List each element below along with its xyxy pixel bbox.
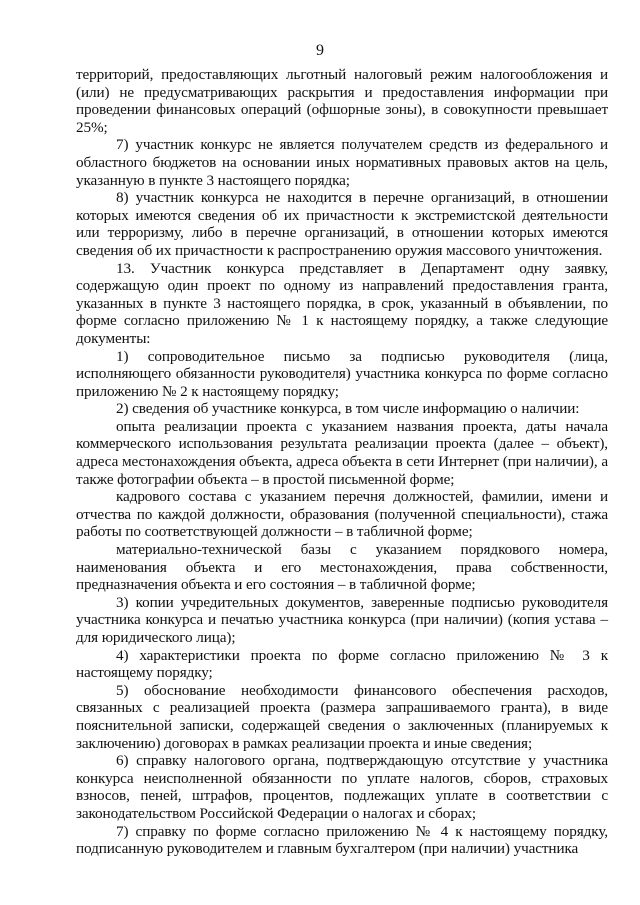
paragraph-item-7: 7) участник конкурс не является получателем средств из федерального и областного бюджетов на основании иных нормативных правовых актов на цель, указанную в пункте 3 настоящего порядка;	[76, 136, 608, 189]
paragraph-experience: опыта реализации проекта с указанием названия проекта, даты начала коммерческого использования результата реализации проекта (далее – объект), адреса местонахождения объекта, адреса объекта в сети Интернет (при наличии), а также фотографии объекта – в простой письменной форме;	[76, 417, 608, 488]
paragraph-doc-7: 7) справку по форме согласно приложению № 4 к настоящему порядку, подписанную руководителем и главным бухгалтером (при наличии) участника	[76, 822, 608, 858]
document-body	[76, 66, 608, 858]
page-number: 9	[316, 42, 324, 59]
paragraph-section-13: 13. Участник конкурса представляет в Департамент одну заявку, содержащую один проект по одному из направлений предоставления гранта, указанных в пункте 3 настоящего порядка, в срок, указанный в объявлении, по форме согласно приложению № 1 к настоящему порядку, а также следующие документы:	[76, 259, 608, 347]
paragraph-item-8: 8) участник конкурса не находится в перечне организаций, в отношении которых имеются сведения об их причастности к экстремистской деятельности или терроризму, либо в перечне организаций, в отношении которых имеются сведения об их причастности к распространению оружия массового уничтожения.	[76, 189, 608, 259]
paragraph-continuation: территорий, предоставляющих льготный налоговый режим налогообложения и (или) не предусматривающих раскрытия и предоставления информации при проведении финансовых операций (офшорные зоны), в совокупности превышает 25%;	[76, 66, 608, 136]
paragraph-doc-4: 4) характеристики проекта по форме согласно приложению № 3 к настоящему порядку;	[76, 646, 608, 682]
paragraph-doc-5: 5) обоснование необходимости финансового обеспечения расходов, связанных с реализацией проекта (размера запрашиваемого гранта), в виде пояснительной записки, содержащей сведения о заключенных (планируемых к заключению) договорах в рамках реализации проекта и иные сведения;	[76, 681, 608, 752]
paragraph-doc-3: 3) копии учредительных документов, заверенные подписью руководителя участника конкурса и печатью участника конкурса (при наличии) (копия устава – для юридического лица);	[76, 593, 608, 646]
paragraph-material-base: материально-технической базы с указанием порядкового номера, наименования объекта и его местонахождения, права собственности, предназначения объекта и его состояния – в табличной форме;	[76, 541, 608, 594]
paragraph-doc-2: 2) сведения об участнике конкурса, в том числе информацию о наличии:	[116, 400, 580, 418]
paragraph-staff: кадрового состава с указанием перечня должностей, фамилии, имени и отчества по каждой должности, образования (полученной специальности), стажа работы по соответствующей должности – в табличной форме;	[76, 488, 608, 541]
paragraph-doc-6: 6) справку налогового органа, подтверждающую отсутствие у участника конкурса неисполненной обязанности по уплате налогов, сборов, страховых взносов, пеней, штрафов, процентов, подлежащих уплате в соответствии с законодательством Российской Федерации о налогах и сборах;	[76, 752, 608, 822]
paragraph-doc-1: 1) сопроводительное письмо за подписью руководителя (лица, исполняющего обязанности руководителя) участника конкурса по форме согласно приложению № 2 к настоящему порядку;	[76, 347, 608, 400]
